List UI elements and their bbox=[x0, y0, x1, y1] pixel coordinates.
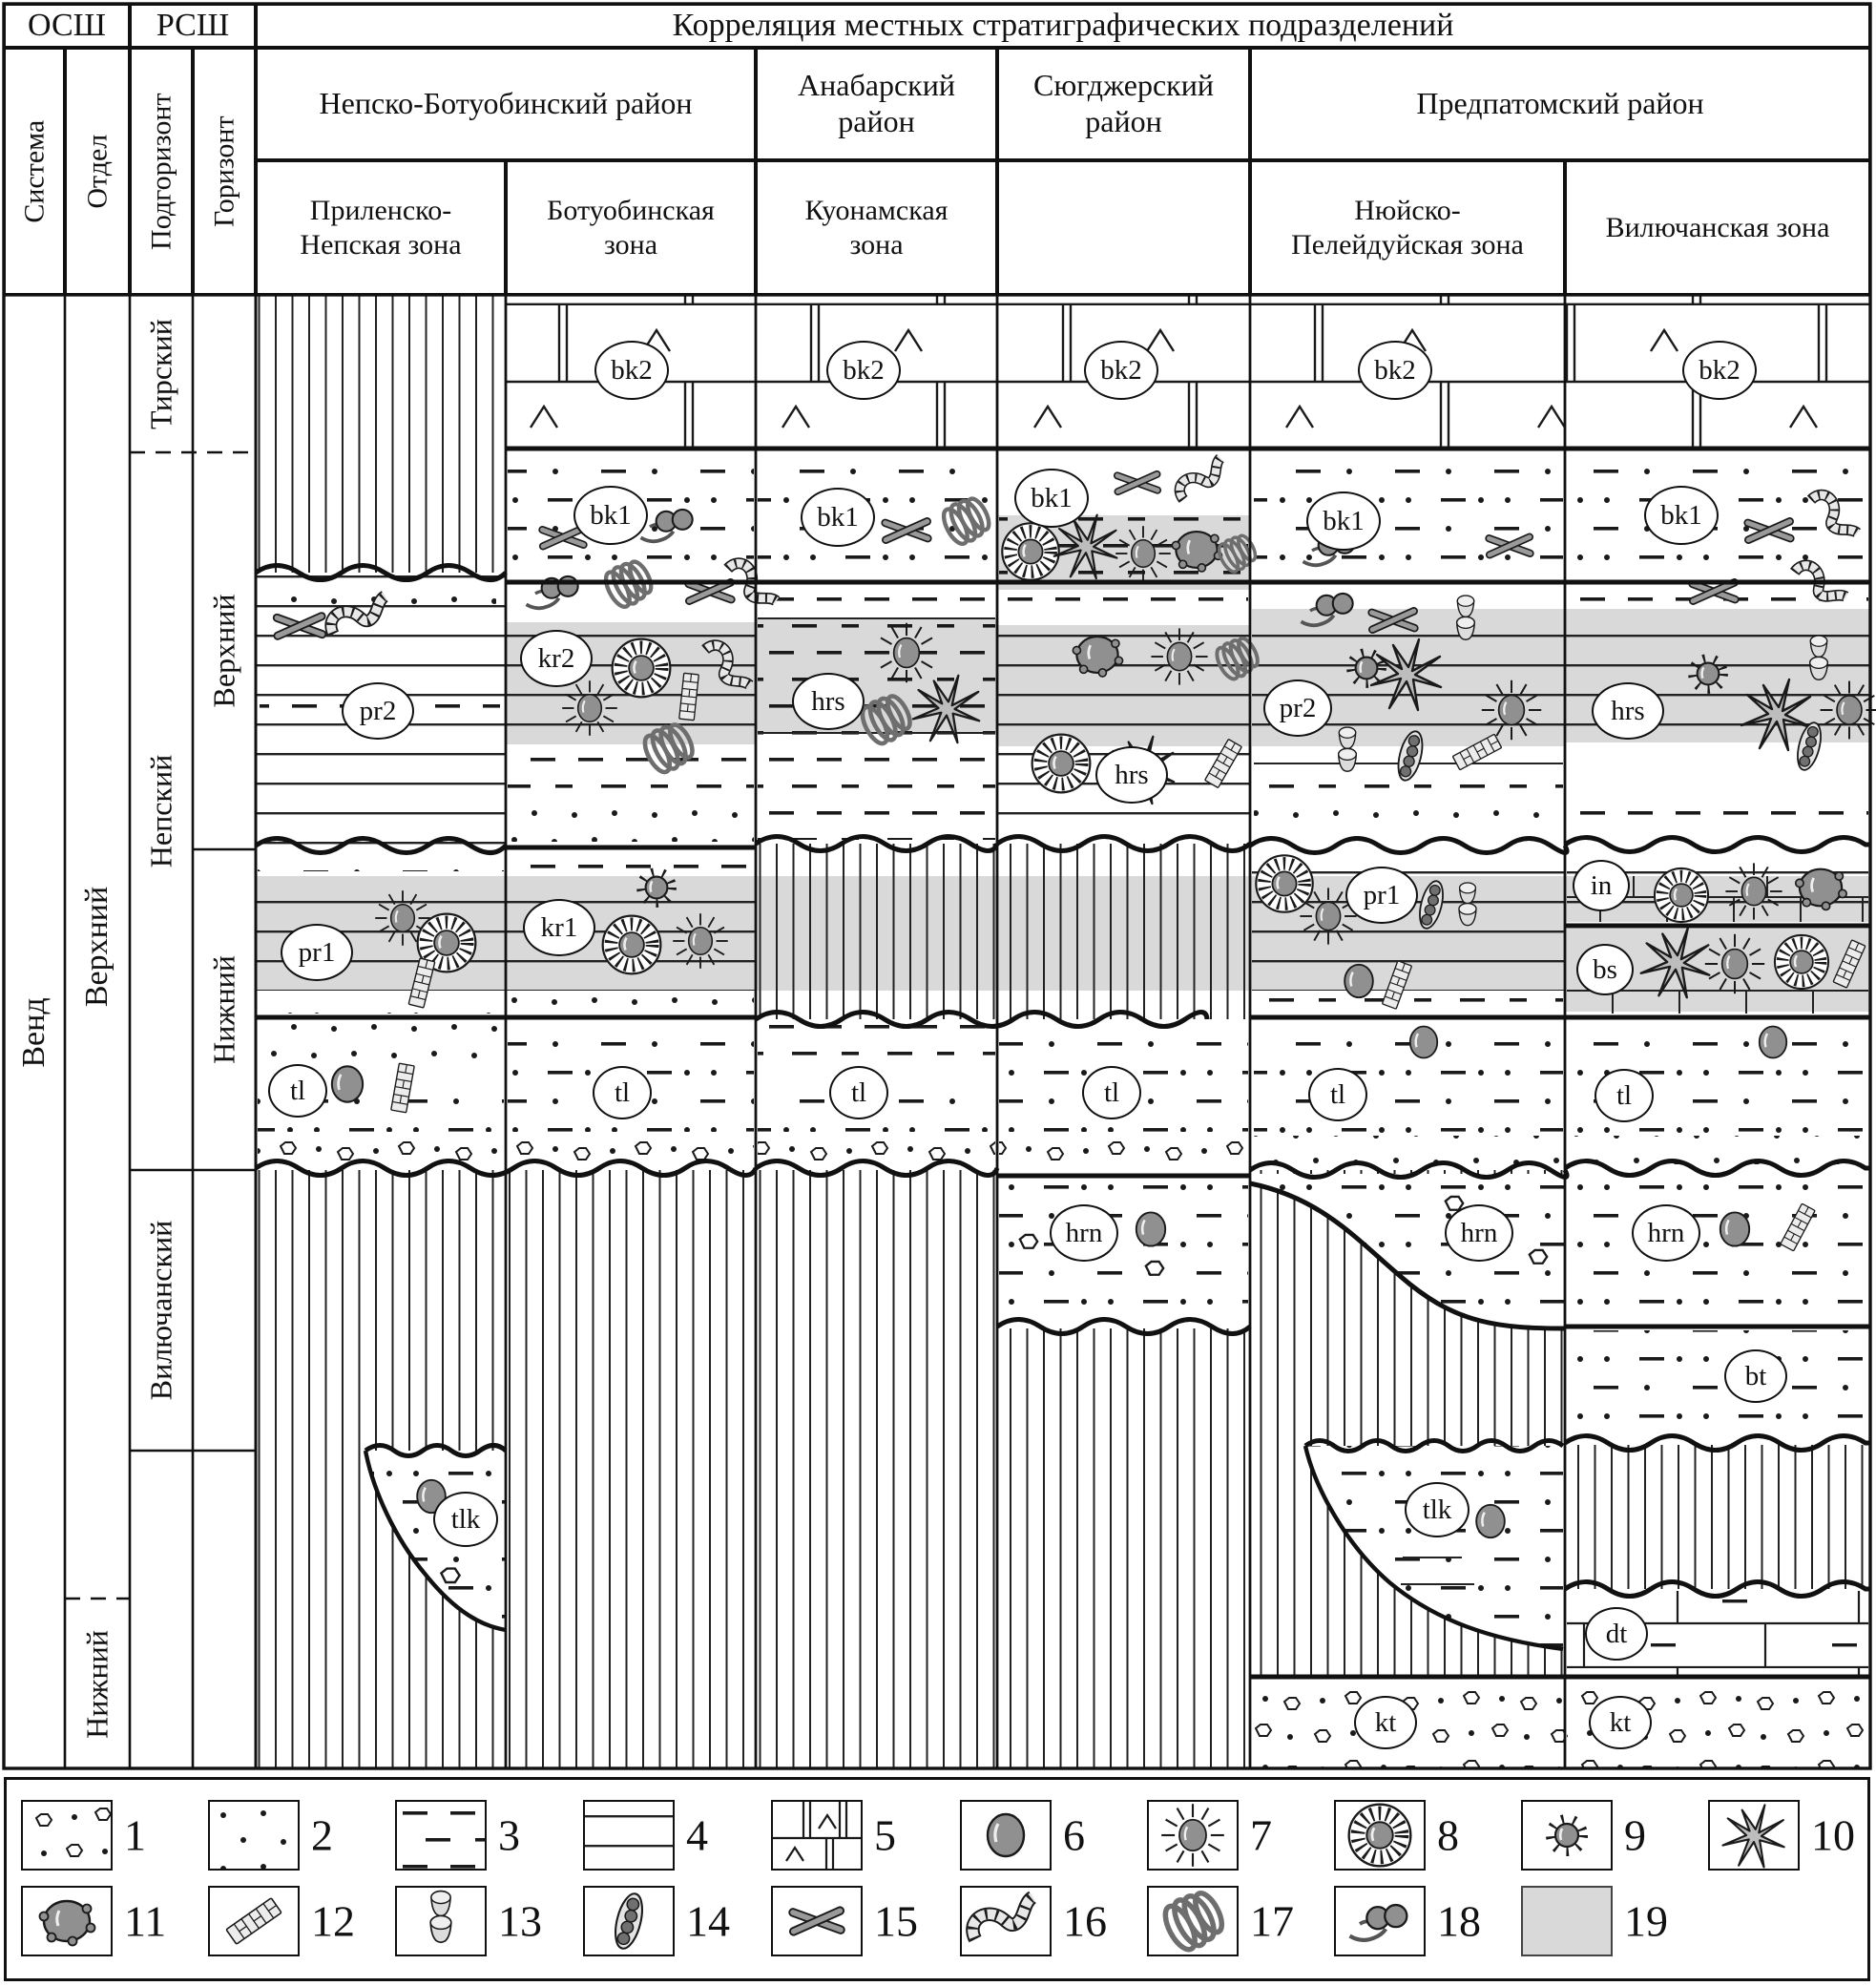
zone-header-botuobinskaya: Ботуобинская зона bbox=[506, 160, 756, 295]
legend-swatch-5 bbox=[771, 1800, 863, 1871]
gray-ball-icon bbox=[1720, 1212, 1749, 1245]
gray-ball-icon bbox=[988, 1814, 1024, 1856]
zone-header-syugdzhersky-empty bbox=[997, 160, 1250, 295]
unit-label-hrs: hrs bbox=[1095, 746, 1168, 804]
unit-label-kr1: kr1 bbox=[523, 899, 595, 956]
column-header-horizon bbox=[193, 48, 256, 295]
legend-swatch-7 bbox=[1147, 1800, 1239, 1871]
unit-label-kr2: kr2 bbox=[520, 630, 593, 687]
unit-label-hrn: hrn bbox=[1632, 1204, 1700, 1262]
unit-label-bk2: bk2 bbox=[1358, 341, 1432, 400]
legend-num-11: 11 bbox=[124, 1896, 167, 1946]
crossed-sticks-icon bbox=[788, 1906, 845, 1936]
rosette-icon bbox=[1655, 868, 1708, 922]
anhydrite-dolomite-icon bbox=[773, 1802, 861, 1869]
legend-num-14: 14 bbox=[686, 1896, 730, 1946]
rosette-icon bbox=[1775, 935, 1828, 989]
legend-swatch-3 bbox=[395, 1800, 487, 1871]
legend-swatch-18 bbox=[1334, 1886, 1426, 1956]
rosette-icon bbox=[603, 916, 661, 974]
legend-num-3: 3 bbox=[498, 1810, 520, 1860]
unit-label-bk1: bk1 bbox=[1014, 469, 1089, 528]
series-upper-label: Верхний bbox=[79, 886, 115, 1008]
legend-swatch-2 bbox=[208, 1800, 300, 1871]
unit-label-bk1: bk1 bbox=[1306, 491, 1381, 551]
legend-swatch-9 bbox=[1521, 1800, 1613, 1871]
unit-label-bk1: bk1 bbox=[573, 486, 648, 545]
unit-label-tlk: tlk bbox=[1405, 1482, 1470, 1537]
legend-num-8: 8 bbox=[1437, 1810, 1459, 1860]
berries-icon bbox=[1350, 1905, 1407, 1940]
legend-num-6: 6 bbox=[1063, 1810, 1085, 1860]
legend-num-10: 10 bbox=[1811, 1810, 1855, 1860]
unit-label-in: in bbox=[1573, 860, 1630, 911]
column-header-horizon-label: Горизонт bbox=[208, 115, 240, 227]
legend-swatch-10 bbox=[1708, 1800, 1800, 1871]
zone-header-prilensko-nepskaya: Приленско-Непская зона bbox=[256, 160, 506, 295]
unit-label-pr1: pr1 bbox=[1345, 867, 1418, 924]
unit-label-tl: tl bbox=[1308, 1068, 1367, 1121]
unit-label-bk1: bk1 bbox=[1644, 486, 1719, 545]
legend-num-18: 18 bbox=[1437, 1896, 1481, 1946]
legend-num-15: 15 bbox=[874, 1896, 918, 1946]
gray-ball-icon bbox=[1136, 1212, 1165, 1245]
unit-label-pr2: pr2 bbox=[342, 682, 414, 740]
legend-num-9: 9 bbox=[1624, 1810, 1646, 1860]
unit-label-pr1: pr1 bbox=[281, 924, 353, 981]
unit-label-pr2: pr2 bbox=[1263, 679, 1332, 737]
unit-label-bs: bs bbox=[1576, 944, 1634, 995]
gray-ball-icon bbox=[1410, 1027, 1438, 1058]
region-header-nepsko-botuobinsky: Непско-Ботуобинский район bbox=[256, 48, 756, 160]
pebble-icon bbox=[1530, 1250, 1547, 1264]
column-header-series-label: Отдел bbox=[81, 134, 114, 209]
unit-label-hrn: hrn bbox=[1445, 1204, 1513, 1262]
pebble-icon bbox=[441, 1569, 459, 1582]
legend-swatch-13 bbox=[395, 1886, 487, 1956]
unit-label-tl: tl bbox=[593, 1066, 652, 1119]
rosette-icon bbox=[1349, 1805, 1411, 1867]
pebble-icon bbox=[1146, 1262, 1163, 1275]
legend-num-1: 1 bbox=[124, 1810, 146, 1860]
unit-label-tl: tl bbox=[1082, 1066, 1141, 1119]
star-icon bbox=[1722, 1805, 1783, 1867]
subhorizon-upper-label: Верхний bbox=[206, 594, 241, 708]
legend-num-7: 7 bbox=[1250, 1810, 1272, 1860]
legend-swatch-17 bbox=[1147, 1886, 1239, 1956]
unit-label-hrs: hrs bbox=[792, 673, 865, 730]
legend-swatch-19 bbox=[1521, 1886, 1613, 1956]
column-header-system bbox=[4, 48, 65, 295]
unit-label-bk2: bk2 bbox=[594, 341, 669, 400]
brick-bar-icon bbox=[226, 1898, 281, 1944]
legend-swatch-16 bbox=[960, 1886, 1052, 1956]
column-header-system-label: Система bbox=[18, 119, 51, 223]
column-header-subhorizon bbox=[130, 48, 193, 295]
unit-label-bk1: bk1 bbox=[801, 488, 875, 547]
legend-swatch-4 bbox=[583, 1800, 675, 1871]
unit-label-tl: tl bbox=[1595, 1069, 1654, 1122]
legend-num-12: 12 bbox=[311, 1896, 355, 1946]
unit-label-bt: bt bbox=[1724, 1349, 1787, 1403]
region-header-anabarsky: Анабарский район bbox=[756, 48, 997, 160]
unit-label-tl: tl bbox=[829, 1066, 888, 1119]
unit-label-kt: kt bbox=[1589, 1696, 1652, 1749]
legend-num-19: 19 bbox=[1624, 1896, 1668, 1946]
column-header-series bbox=[65, 48, 130, 295]
unit-label-dt: dt bbox=[1585, 1607, 1648, 1661]
unit-label-tlk: tlk bbox=[433, 1492, 498, 1547]
gray-ball-icon bbox=[1344, 965, 1373, 997]
small-rayed-ball-icon bbox=[1551, 1819, 1583, 1851]
legend-num-2: 2 bbox=[311, 1810, 333, 1860]
header-title: Корреляция местных стратиграфических подразделений bbox=[256, 4, 1870, 48]
lobed-ball-icon bbox=[40, 1901, 95, 1946]
legend-num-5: 5 bbox=[874, 1810, 896, 1860]
legend-swatch-8 bbox=[1334, 1800, 1426, 1871]
legend-swatch-1 bbox=[21, 1800, 113, 1871]
rosette-icon bbox=[613, 639, 671, 698]
double-cup-icon bbox=[426, 1892, 451, 1943]
legend-swatch-14 bbox=[583, 1886, 675, 1956]
zone-header-kuonamskaya: Куонамская зона bbox=[756, 160, 997, 295]
rosette-icon bbox=[1256, 855, 1312, 911]
legend-num-17: 17 bbox=[1250, 1896, 1294, 1946]
column-header-subhorizon-label: Подгоризонт bbox=[145, 93, 177, 250]
zone-header-vilyuchanskaya: Вилючанская зона bbox=[1565, 160, 1870, 295]
spiral-icon bbox=[1158, 1888, 1228, 1955]
subhorizon-lower-label: Нижний bbox=[206, 955, 241, 1064]
horizon-vilyuchansky-label: Вилючанский bbox=[143, 1220, 178, 1401]
gray-ball-icon bbox=[1476, 1505, 1505, 1537]
legend-num-13: 13 bbox=[498, 1896, 542, 1946]
system-vend-label: Венд bbox=[16, 997, 52, 1068]
region-header-predpatomsky: Предпатомский район bbox=[1250, 48, 1870, 160]
legend-swatch-11 bbox=[21, 1886, 113, 1956]
rosette-icon bbox=[1032, 735, 1091, 793]
pod-icon bbox=[611, 1891, 647, 1951]
legend-swatch-15 bbox=[771, 1886, 863, 1956]
unit-label-hrn: hrn bbox=[1050, 1204, 1118, 1262]
legend-swatch-12 bbox=[208, 1886, 300, 1956]
unit-label-bk2: bk2 bbox=[826, 341, 901, 400]
legend-num-16: 16 bbox=[1063, 1896, 1107, 1946]
unit-label-hrs: hrs bbox=[1592, 682, 1664, 740]
legend-num-4: 4 bbox=[686, 1810, 708, 1860]
worm-tube-icon bbox=[972, 1897, 1032, 1939]
header-osh: ОСШ bbox=[4, 4, 130, 48]
unit-label-bk2: bk2 bbox=[1682, 341, 1757, 400]
gray-ball-icon bbox=[332, 1066, 363, 1101]
rayed-ball-icon bbox=[1161, 1804, 1224, 1867]
zone-header-nyuysko-peleyduyskaya: Нюйско-Пелейдуйская зона bbox=[1250, 160, 1565, 295]
header-rsh: РСШ bbox=[130, 4, 256, 48]
horizon-tirsky-label: Тирский bbox=[143, 319, 178, 429]
unit-label-bk2: bk2 bbox=[1084, 341, 1158, 400]
rosette-icon bbox=[1002, 523, 1058, 579]
legend-swatch-6 bbox=[960, 1800, 1052, 1871]
unit-label-kt: kt bbox=[1354, 1696, 1417, 1749]
unit-label-tl: tl bbox=[268, 1064, 327, 1118]
region-header-syugdzhersky: Сюгджерский район bbox=[997, 48, 1250, 160]
gray-ball-icon bbox=[1760, 1027, 1787, 1058]
series-lower-label: Нижний bbox=[79, 1630, 115, 1739]
pebble-icon bbox=[1020, 1235, 1037, 1248]
horizon-nepsky-label: Непский bbox=[143, 754, 178, 868]
